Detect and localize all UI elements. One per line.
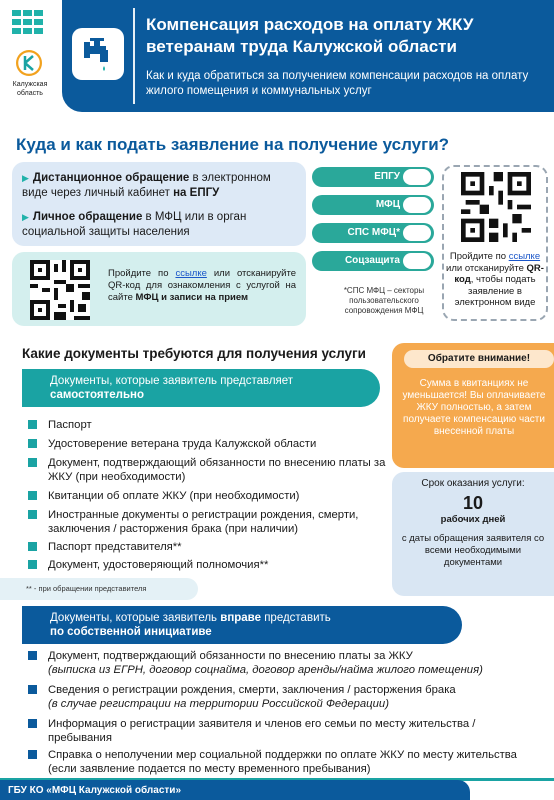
- qr-left-bold: МФЦ и записи на прием: [135, 292, 249, 303]
- square-bullet-icon: [28, 420, 37, 429]
- toggle-knob: [403, 253, 431, 269]
- term-text: с даты обращения заявителя со всеми необходимыми документами: [401, 533, 545, 568]
- doc-note: (выписка из ЕГРН, договор соцнайма, договор аренды/найма жилого помещения): [48, 664, 483, 676]
- doc-text: Иностранные документы о регистрации рождения, смерти, заключения / расторжения брака (при наличии): [48, 509, 359, 535]
- bullet-personal: [22, 210, 297, 240]
- qr-code-icon: [461, 172, 531, 242]
- square-bullet-icon: [28, 439, 37, 448]
- doc-text: Справка о неполучении мер социальной поддержки по оплате ЖКУ по месту жительства (если заявление подается по месту временного пребывания): [48, 749, 517, 775]
- region-logo-icon: [10, 8, 46, 40]
- header: [0, 0, 554, 112]
- toggle-label: Соцзащита: [344, 255, 400, 266]
- square-bullet-icon: [28, 510, 37, 519]
- triangle-bullet-icon: ▶: [22, 212, 29, 222]
- doc-note: (в случае регистрации на территории Российской Федерации): [48, 698, 389, 710]
- remote-bold: Дистанционное обращение: [32, 172, 190, 184]
- attention-text: Сумма в квитанциях не уменьшается! Вы оплачиваете ЖКУ полностью, а затем получаете компенсацию части внесенной платы: [402, 378, 546, 437]
- personal-bold: Личное обращение: [32, 211, 143, 223]
- toggle-sps-mfc[interactable]: [312, 223, 434, 243]
- bullet-remote: [22, 171, 297, 201]
- doc-text: Информация о регистрации заявителя и членов его семьи по месту жительства / пребывания: [48, 718, 476, 744]
- qr-instructions-mfc: [108, 268, 296, 304]
- banner-bold2: по собственной инициативе: [50, 626, 212, 638]
- qr-left-text2: или отсканируйте QR-код для ознакомления с услугой на сайте: [108, 268, 296, 303]
- doc-main: Документ, подтверждающий обязанности по внесению платы за ЖКУ: [48, 650, 413, 662]
- square-bullet-icon: [28, 719, 37, 728]
- doc-text: Квитанции об оплате ЖКУ (при необходимости): [48, 490, 300, 502]
- square-bullet-icon: [28, 750, 37, 759]
- list-item: [28, 558, 398, 572]
- doc-text: Паспорт: [48, 419, 92, 431]
- qr-code-mfc[interactable]: [30, 260, 90, 320]
- qr-right-text3: , чтобы подать заявление в электронном виде: [454, 274, 536, 308]
- page-title: Компенсация расходов на оплату ЖКУ ветеранам труда Калужской области: [146, 15, 474, 56]
- banner-bold: самостоятельно: [50, 389, 144, 401]
- list-item: [28, 748, 528, 776]
- triangle-bullet-icon: ▶: [22, 173, 29, 183]
- header-divider: [133, 8, 135, 104]
- sps-footnote: *СПС МФЦ – секторы пользовательского сопровождения МФЦ: [343, 286, 425, 315]
- qr-right-bold: QR-код: [454, 262, 544, 285]
- footer-text: ГБУ КО «МФЦ Калужской области»: [8, 785, 182, 796]
- toggle-label: СПС МФЦ*: [347, 227, 400, 238]
- square-bullet-icon: [28, 560, 37, 569]
- doc-text: Удостоверение ветерана труда Калужской области: [48, 438, 317, 450]
- doc-text: Документ, удостоверяющий полномочия**: [48, 559, 269, 571]
- list-item: [28, 418, 398, 432]
- section-title-documents: Какие документы требуются для получения услуги: [22, 346, 366, 361]
- doc-text: Паспорт представителя**: [48, 541, 182, 553]
- qr-right-text2: или отсканируйте: [446, 262, 527, 274]
- doc-text: Документ, подтверждающий обязанности по внесению платы за ЖКУ (при необходимости): [48, 457, 386, 483]
- doc-main: Сведения о регистрации рождения, смерти, заключения / расторжения брака: [48, 684, 456, 696]
- logo-column: [0, 0, 58, 112]
- personal-text: в МФЦ или в орган социальной защиты населения: [22, 211, 247, 238]
- toggle-label: ЕПГУ: [374, 171, 400, 182]
- list-item: [28, 437, 398, 451]
- banner-t2: представить: [261, 612, 331, 624]
- logo-text: Калужская область: [12, 81, 48, 97]
- toggle-mfc[interactable]: [312, 195, 434, 215]
- remote-text: в электронном виде через личный кабинет: [22, 172, 271, 199]
- banner-bold: вправе: [220, 612, 261, 624]
- qr-left-text1: Пройдите по: [108, 268, 176, 279]
- qr-right-text1: Пройдите по: [449, 251, 509, 262]
- qr-instructions-epgu: [444, 251, 546, 309]
- term-title: Срок оказания услуги:: [421, 478, 525, 489]
- page-subtitle: Как и куда обратиться за получением компенсации расходов на оплату жилого помещения и коммунальных услуг: [146, 70, 529, 97]
- toggle-social-protection[interactable]: [312, 251, 434, 271]
- required-docs-banner-text: [50, 374, 370, 402]
- square-bullet-icon: [28, 458, 37, 467]
- section-title-where: Куда и как подать заявление на получение услуги?: [16, 135, 450, 154]
- toggle-knob: [403, 225, 431, 241]
- toggle-knob: [403, 169, 431, 185]
- doc-text: [48, 683, 528, 711]
- toggle-label: МФЦ: [375, 199, 400, 210]
- toggle-epgu[interactable]: [312, 167, 434, 187]
- square-bullet-icon: [28, 491, 37, 500]
- representative-footnote: ** - при обращении представителя: [26, 584, 147, 593]
- list-item: [28, 649, 528, 677]
- square-bullet-icon: [28, 542, 37, 551]
- mfc-link[interactable]: ссылке: [175, 268, 207, 279]
- list-item: [28, 489, 398, 503]
- square-bullet-icon: [28, 685, 37, 694]
- list-item: [28, 540, 398, 554]
- list-item: [28, 683, 528, 711]
- banner-text: Документы, которые заявитель представляет: [50, 375, 294, 387]
- toggle-knob: [403, 197, 431, 213]
- term-unit: рабочих дней: [440, 514, 506, 525]
- epgu-link[interactable]: ссылке: [508, 251, 541, 262]
- list-item: [28, 456, 398, 484]
- square-bullet-icon: [28, 651, 37, 660]
- attention-title: Обратите внимание!: [404, 350, 554, 368]
- kaluga-logo-icon: [16, 50, 42, 76]
- banner-t1: Документы, которые заявитель: [50, 612, 221, 624]
- qr-code-icon: [30, 260, 90, 320]
- list-item: [28, 717, 528, 745]
- remote-epgu: на ЕПГУ: [173, 187, 220, 199]
- term-number: 10: [462, 493, 484, 513]
- qr-code-epgu[interactable]: [461, 172, 531, 242]
- faucet-icon: [72, 28, 124, 80]
- doc-text: [48, 649, 528, 677]
- optional-docs-banner-text: [50, 611, 450, 639]
- list-item: [28, 508, 398, 536]
